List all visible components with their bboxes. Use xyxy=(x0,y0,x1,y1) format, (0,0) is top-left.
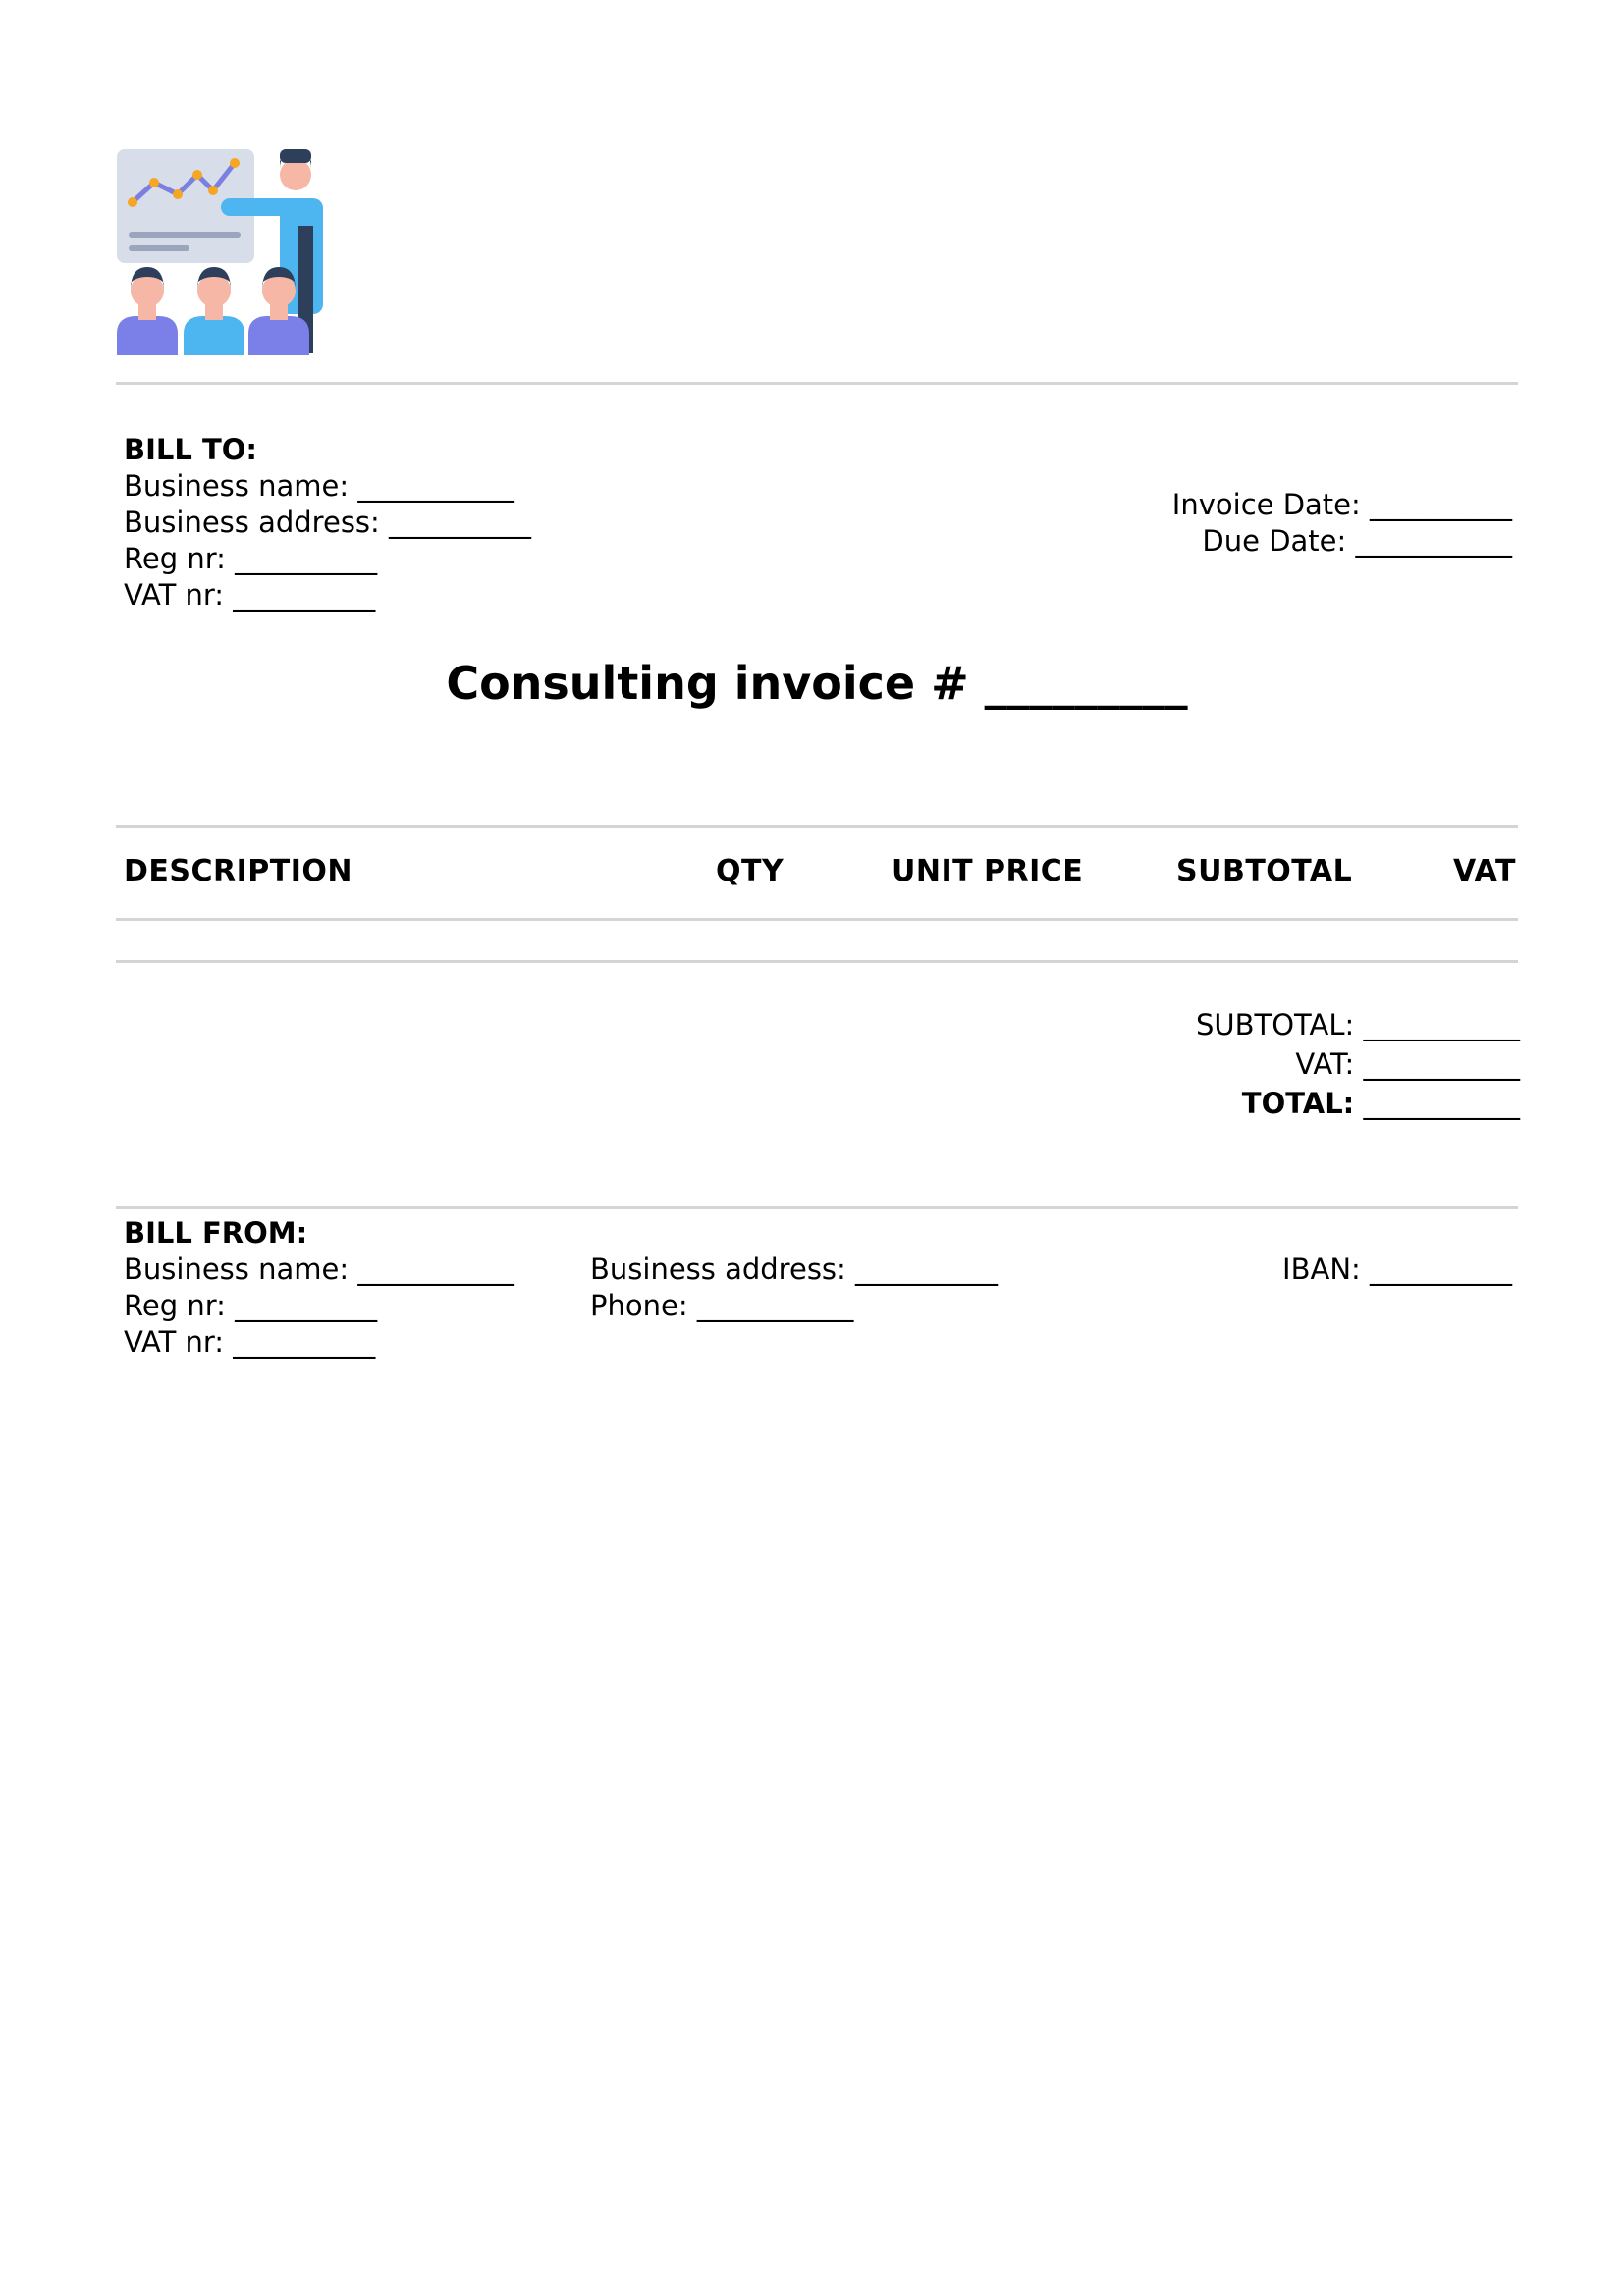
presentation-audience-icon xyxy=(115,147,325,355)
subtotal-line: SUBTOTAL: ___________ xyxy=(1195,1008,1520,1041)
bill-to-heading: BILL TO: xyxy=(124,433,257,466)
invoice-date: Invoice Date: __________ xyxy=(1171,488,1512,521)
bill-from-reg-nr: Reg nr: __________ xyxy=(124,1289,378,1322)
total-blank: ___________ xyxy=(1354,1087,1520,1120)
header-divider xyxy=(116,382,1518,385)
column-header-vat: VAT xyxy=(1452,854,1516,888)
column-header-description: DESCRIPTION xyxy=(124,854,353,888)
bill-to-business-name: Business name: ___________ xyxy=(124,469,514,503)
bill-from-iban: IBAN: __________ xyxy=(1282,1253,1512,1286)
column-header-unit-price: UNIT PRICE xyxy=(892,854,1084,888)
column-header-subtotal: SUBTOTAL xyxy=(1176,854,1353,888)
vat-line: VAT: ___________ xyxy=(1295,1047,1520,1081)
footer-divider xyxy=(116,1206,1518,1209)
total-line xyxy=(1242,1086,1520,1122)
table-header-divider xyxy=(116,918,1518,921)
page-title: Consulting invoice # _________ xyxy=(446,657,1188,710)
bill-from-vat-nr: VAT nr: __________ xyxy=(124,1325,376,1359)
bill-from-heading: BILL FROM: xyxy=(124,1216,308,1250)
bill-to-vat-nr: VAT nr: __________ xyxy=(124,578,376,612)
table-bottom-divider xyxy=(116,960,1518,963)
due-date: Due Date: ___________ xyxy=(1202,524,1512,558)
bill-to-reg-nr: Reg nr: __________ xyxy=(124,542,378,575)
bill-from-business-name: Business name: ___________ xyxy=(124,1253,514,1286)
bill-from-business-address: Business address: __________ xyxy=(590,1253,999,1286)
total-label: TOTAL: xyxy=(1241,1087,1355,1120)
bill-to-business-address: Business address: __________ xyxy=(124,506,532,539)
table-top-divider xyxy=(116,825,1518,828)
column-header-qty: QTY xyxy=(716,854,785,888)
bill-from-phone: Phone: ___________ xyxy=(590,1289,854,1322)
